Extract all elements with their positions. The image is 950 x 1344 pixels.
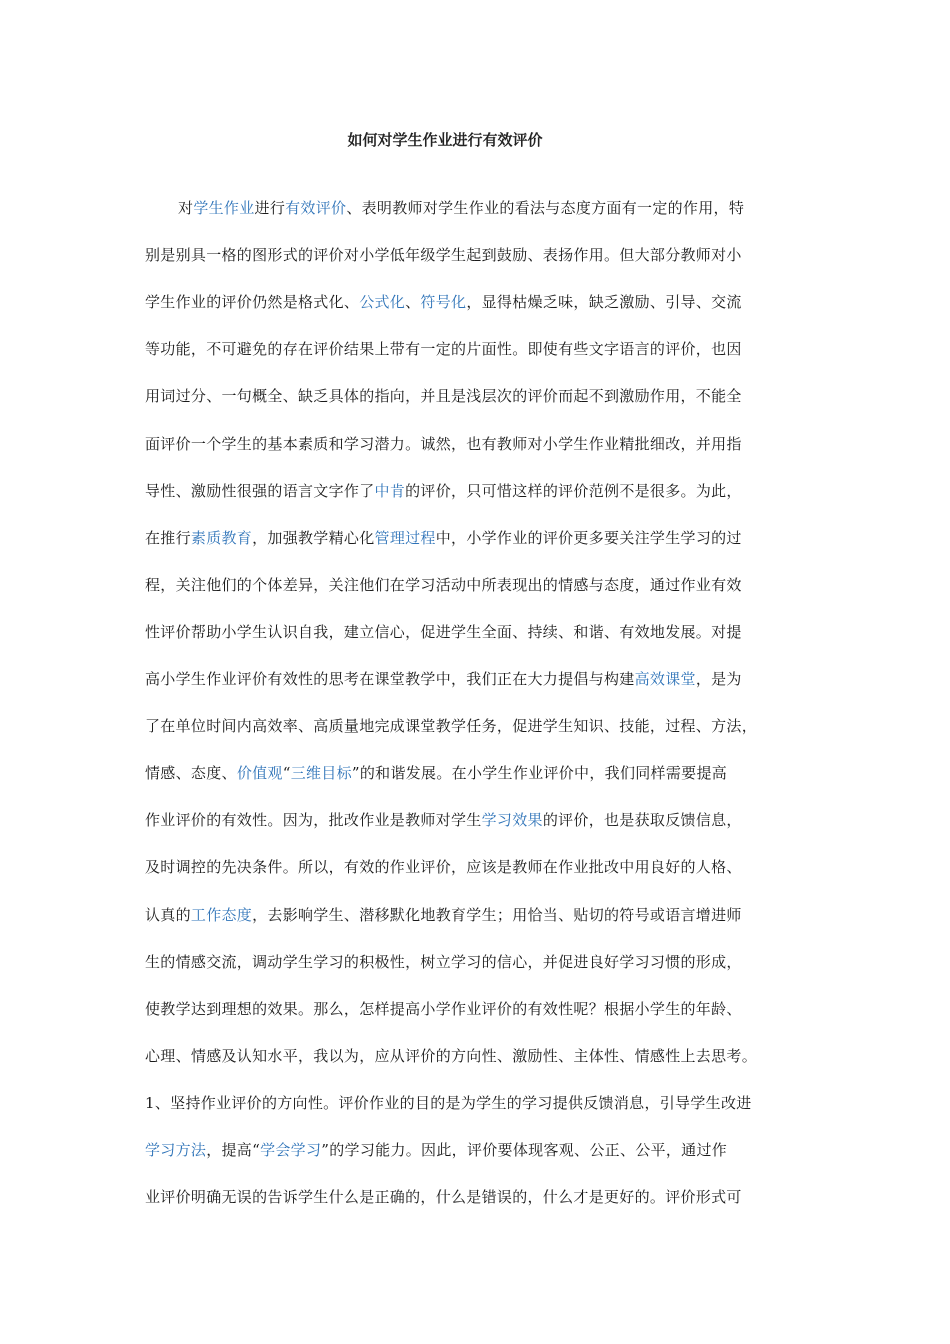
- text-segment: 、表明教师对学生作业的看法与态度方面有一定的作用，特: [346, 199, 745, 217]
- text-segment: 程，关注他们的个体差异，关注他们在学习活动中所表现出的情感与态度，通过作业有效: [145, 576, 742, 594]
- text-line: [145, 434, 810, 454]
- text-line: [145, 622, 810, 642]
- text-line: [145, 716, 810, 736]
- text-segment: 的评价，只可惜这样的评价范例不是很多。为此，: [405, 482, 742, 500]
- text-segment: 面评价一个学生的基本素质和学习潜力。诚然，也有教师对小学生作业精批细改，并用指: [145, 435, 742, 453]
- text-line: [145, 1093, 810, 1113]
- keyword-link[interactable]: 价值观: [236, 764, 283, 782]
- text-line: [145, 1046, 810, 1066]
- text-line: [145, 905, 810, 925]
- text-segment: 高小学生作业评价有效性的思考在课堂教学中，我们正在大力提倡与构建: [145, 670, 635, 688]
- text-line: [145, 1187, 810, 1207]
- text-segment: 的评价，也是获取反馈信息，: [542, 811, 742, 829]
- text-line: [145, 857, 810, 877]
- text-line: [145, 810, 810, 830]
- text-segment: 使教学达到理想的效果。那么，怎样提高小学作业评价的有效性呢？根据小学生的年龄、: [145, 1000, 742, 1018]
- text-segment: 情感、态度、: [145, 764, 237, 782]
- text-segment: 了在单位时间内高效率、高质量地完成课堂教学任务，促进学生知识、技能，过程、方法，: [145, 717, 758, 735]
- text-segment: ，去影响学生、潜移默化地教育学生；用恰当、贴切的符号或语言增进师: [252, 906, 742, 924]
- text-segment: ，是为: [695, 670, 742, 688]
- text-segment: “: [282, 764, 291, 782]
- document-title: 如何对学生作业进行有效评价: [347, 131, 543, 149]
- text-line: [145, 1140, 810, 1160]
- text-line: [145, 575, 810, 595]
- keyword-link[interactable]: 三维目标: [290, 764, 352, 782]
- keyword-link[interactable]: 学生作业: [193, 199, 255, 217]
- text-segment: 1、坚持作业评价的方向性。评价作业的目的是为学生的学习提供反馈消息，引导学生改进: [145, 1094, 752, 1112]
- keyword-link[interactable]: 管理过程: [374, 529, 436, 547]
- text-segment: 心理、情感及认知水平，我以为，应从评价的方向性、激励性、主体性、情感性上去思考。: [145, 1047, 758, 1065]
- text-segment: ，显得枯燥乏味，缺乏激励、引导、交流: [466, 293, 742, 311]
- text-line: [145, 245, 810, 265]
- text-segment: 性评价帮助小学生认识自我，建立信心，促进学生全面、持续、和谐、有效地发展。对提: [145, 623, 742, 641]
- keyword-link[interactable]: 高效课堂: [634, 670, 696, 688]
- keyword-link[interactable]: 学习方法: [145, 1141, 207, 1159]
- text-line: [145, 999, 810, 1019]
- text-line: [145, 528, 810, 548]
- keyword-link[interactable]: 学会学习: [260, 1141, 322, 1159]
- text-segment: 导性、激励性很强的语言文字作了: [145, 482, 375, 500]
- keyword-link[interactable]: 学习效果: [481, 811, 543, 829]
- text-line: [145, 386, 810, 406]
- text-segment: 、: [405, 293, 421, 311]
- text-segment: 学生作业的评价仍然是格式化、: [145, 293, 360, 311]
- text-segment: 生的情感交流，调动学生学习的积极性，树立学习的信心，并促进良好学习习惯的形成，: [145, 953, 742, 971]
- text-line: [145, 481, 810, 501]
- text-segment: 进行: [254, 199, 286, 217]
- text-line: [145, 952, 810, 972]
- keyword-link[interactable]: 中肯: [374, 482, 406, 500]
- text-line: [145, 339, 810, 359]
- text-segment: 认真的: [145, 906, 191, 924]
- text-segment: 及时调控的先决条件。所以，有效的作业评价，应该是教师在作业批改中用良好的人格、: [145, 858, 742, 876]
- text-segment: 对: [178, 199, 194, 217]
- text-segment: 业评价明确无误的告诉学生什么是正确的，什么是错误的，什么才是更好的。评价形式可: [145, 1188, 742, 1206]
- text-line: [178, 198, 810, 218]
- text-segment: 别是别具一格的图形式的评价对小学低年级学生起到鼓励、表扬作用。但大部分教师对小: [145, 246, 742, 264]
- keyword-link[interactable]: 工作态度: [190, 906, 253, 924]
- text-segment: 等功能，不可避免的存在评价结果上带有一定的片面性。即使有些文字语言的评价，也因: [145, 340, 742, 358]
- keyword-link[interactable]: 符号化: [420, 293, 467, 311]
- text-segment: 中，小学作业的评价更多要关注学生学习的过: [435, 529, 742, 547]
- text-segment: ，加强教学精心化: [252, 529, 375, 547]
- text-line: [145, 763, 810, 783]
- text-segment: 用词过分、一句概全、缺乏具体的指向，并且是浅层次的评价而起不到激励作用，不能全: [145, 387, 742, 405]
- text-segment: ，提高“: [206, 1141, 261, 1159]
- text-segment: ”的和谐发展。在小学生作业评价中，我们同样需要提高: [351, 764, 728, 782]
- text-line: [145, 292, 810, 312]
- text-segment: 在推行: [145, 529, 191, 547]
- text-line: [145, 669, 810, 689]
- keyword-link[interactable]: 公式化: [359, 293, 406, 311]
- keyword-link[interactable]: 素质教育: [190, 529, 253, 547]
- keyword-link[interactable]: 有效评价: [285, 199, 347, 217]
- text-segment: 作业评价的有效性。因为，批改作业是教师对学生: [145, 811, 482, 829]
- text-segment: ”的学习能力。因此，评价要体现客观、公正、公平，通过作: [321, 1141, 728, 1159]
